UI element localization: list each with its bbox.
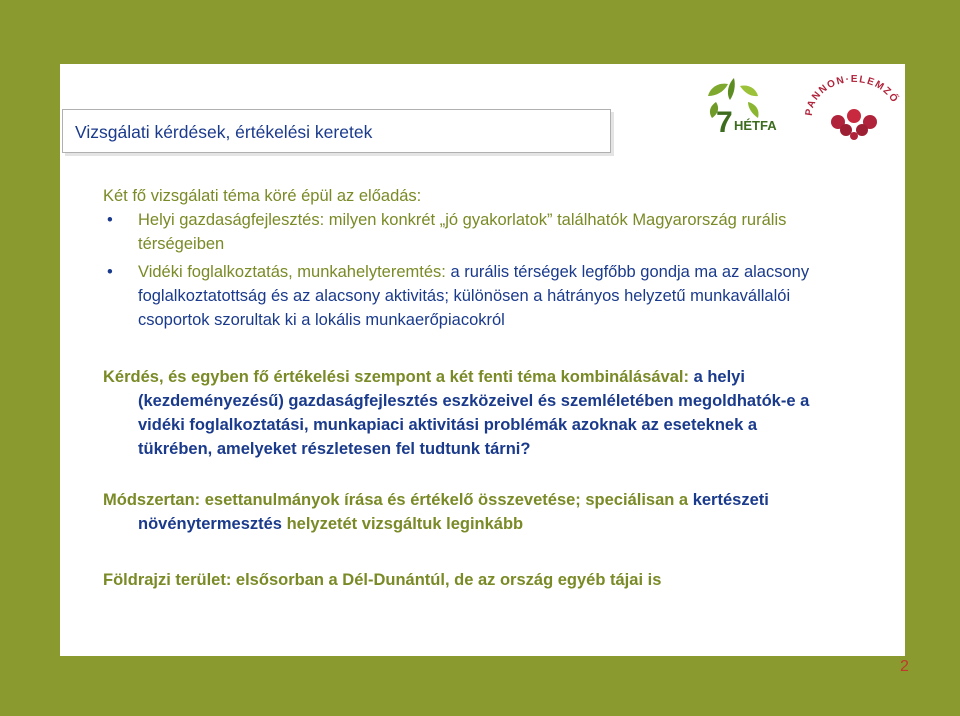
pannon-text: PANNON·ELEMZŐ	[803, 73, 901, 117]
area-paragraph: Földrajzi terület: elsősorban a Dél-Dunántúl, de az ország egyéb tájai is	[103, 571, 662, 589]
method-highlight: kertészeti növénytermesztés	[138, 491, 769, 533]
bullet-icon: •	[107, 263, 113, 281]
bullet-item-1	[103, 208, 823, 256]
bullet-item-2	[103, 260, 823, 332]
question-label: Kérdés, és egyben fő értékelési szempont a két fenti téma kombinálásával:	[103, 368, 694, 386]
title-box	[62, 109, 611, 153]
pannon-elemzo-logo	[804, 74, 902, 140]
page-number: 2	[900, 658, 909, 675]
intro-text: Két fő vizsgálati téma köré épül az előadás:	[103, 187, 422, 205]
slide-title: Vizsgálati kérdések, értékelési keretek	[75, 122, 373, 142]
bullet-1-text: Helyi gazdaságfejlesztés: milyen konkrét „jó gyakorlatok” találhatók Magyarország rurális térségeiben	[138, 211, 787, 253]
method-rest: helyzetét vizsgáltuk leginkább	[281, 515, 524, 533]
method-paragraph	[103, 488, 823, 536]
hetfa-numeral: 7	[716, 106, 733, 139]
question-paragraph	[103, 365, 823, 461]
hetfa-logo	[708, 78, 777, 139]
hetfa-text: HÉTFA	[734, 118, 777, 133]
bullet-2-text: a rurális térségek legfőbb gondja ma az alacsony foglalkoztatottság és az alacsony aktivitás; különösen a hátrányos helyzetű munkavállalói csoportok szorultak ki a lokális munkaerőpiacokról	[138, 263, 810, 329]
bullet-icon: •	[107, 211, 113, 229]
method-label: Módszertan: esettanulmányok írása és értékelő összevetése; speciálisan a	[103, 491, 693, 509]
logos	[700, 72, 905, 142]
logo-graphics	[700, 72, 905, 142]
slide-content	[103, 184, 823, 592]
bullet-2-label: Vidéki foglalkoztatás, munkahelyteremtés:	[138, 263, 451, 281]
question-text: a helyi (kezdeményezésű) gazdaságfejlesztés eszközeivel és szemléletében megoldhatók-e a vidéki foglalkoztatási, munkapiaci aktivitási problémák azoknak az eseteknek a tükrében, amelyeket részletesen fel tudtunk tárni?	[138, 368, 810, 458]
